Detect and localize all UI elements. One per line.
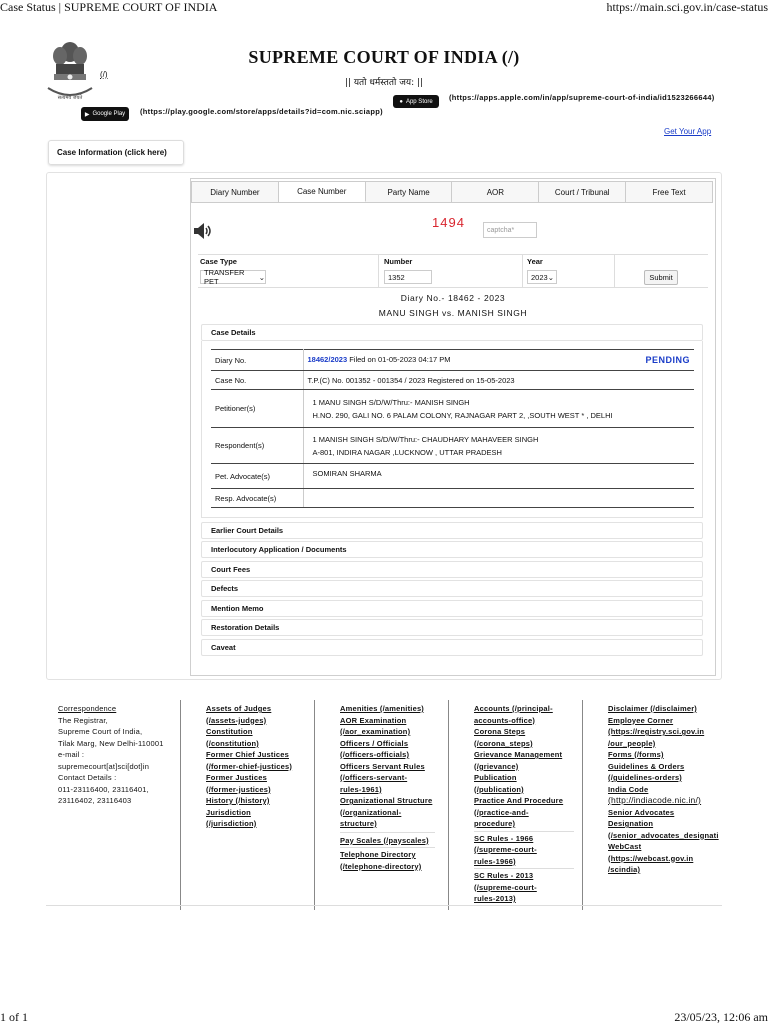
- footer-link[interactable]: Assets of Judges: [206, 704, 272, 713]
- divider: [474, 831, 574, 832]
- footer-link[interactable]: Amenities (/amenities): [340, 704, 425, 713]
- google-play-badge[interactable]: ▶ Google Play: [81, 107, 129, 121]
- footer-links-col-4: [474, 703, 579, 905]
- footer-link[interactable]: (/guidelines-orders): [608, 773, 683, 782]
- petitioner-label: Petitioner(s): [211, 390, 303, 428]
- footer-link[interactable]: WebCast: [608, 842, 642, 851]
- footer-link[interactable]: Guidelines & Orders: [608, 761, 685, 771]
- diary-filed: Filed on 01-05-2023 04:17 PM: [349, 355, 451, 364]
- footer-divider: [582, 700, 583, 910]
- footer-link[interactable]: AOR Examination: [340, 715, 407, 725]
- footer-link[interactable]: (/corona_steps): [474, 738, 533, 748]
- number-input[interactable]: 1352: [384, 270, 432, 284]
- footer-link[interactable]: (/organizational-: [340, 807, 402, 817]
- footer-link[interactable]: Practice And Procedure: [474, 796, 564, 805]
- footer-link[interactable]: (/senior_advocates_designati: [608, 830, 719, 840]
- tab-party-name[interactable]: Party Name: [366, 182, 453, 202]
- diary-summary: Diary No.- 18462 - 2023: [400, 293, 506, 303]
- footer-link[interactable]: (/publication): [474, 784, 524, 794]
- footer-divider: [180, 700, 181, 910]
- submit-button[interactable]: Submit: [644, 270, 678, 285]
- footer-link[interactable]: Officers Servant Rules: [340, 761, 425, 771]
- petitioner-value: [303, 390, 694, 428]
- print-page-count: 1 of 1: [0, 1010, 28, 1024]
- play-icon: ▶: [84, 111, 90, 118]
- case-no-value: T.P.(C) No. 001352 - 001354 / 2023 Registered on 15-05-2023: [303, 371, 694, 390]
- home-link[interactable]: (/): [100, 70, 108, 79]
- search-form: [198, 254, 708, 288]
- case-details-table: [211, 349, 694, 508]
- captcha-code: 1494: [432, 215, 465, 230]
- chevron-down-icon: ⌄: [258, 272, 265, 282]
- footer-link[interactable]: (/aor_examination): [340, 727, 411, 736]
- correspondence-heading: Correspondence: [58, 704, 117, 713]
- resp-advocate-value: [303, 489, 694, 508]
- footer-link[interactable]: Constitution: [206, 727, 253, 736]
- search-tabs: [191, 181, 713, 203]
- divider: [340, 832, 435, 833]
- case-no-label: Case No.: [211, 371, 303, 390]
- divider: [614, 254, 615, 288]
- divider: [378, 254, 379, 288]
- footer-link[interactable]: History (/history): [206, 796, 270, 805]
- footer-links-col-3: [340, 703, 445, 872]
- footer-link[interactable]: Designation: [608, 819, 654, 828]
- footer-bottom-rule: [46, 905, 722, 906]
- restoration-details-header[interactable]: Restoration Details: [201, 619, 703, 636]
- footer-link[interactable]: SC Rules - 1966: [474, 833, 534, 843]
- diary-label: Diary No.: [211, 350, 303, 371]
- table-row: [211, 428, 694, 464]
- footer-link[interactable]: (https://registry.sci.gov.in: [608, 727, 705, 736]
- footer-link[interactable]: (/officers-servant-: [340, 773, 408, 782]
- footer-link[interactable]: (/grievance): [474, 761, 519, 771]
- status-badge: PENDING: [645, 355, 690, 365]
- footer-link[interactable]: Former Justices: [206, 773, 267, 782]
- footer-link[interactable]: Employee Corner: [608, 715, 674, 725]
- divider: [522, 254, 523, 288]
- print-page-title: Case Status | SUPREME COURT OF INDIA: [0, 0, 218, 14]
- tab-case-number[interactable]: Case Number: [279, 182, 366, 202]
- footer-contact: Correspondence The Registrar, Supreme Court of India, Tilak Marg, New Delhi-110001 e-mail : supremecourt[at]sci[dot]in Contact Details : 011-23116400, 23116401, 23116402, 23116403: [58, 703, 178, 807]
- footer-divider: [448, 700, 449, 910]
- number-label: Number: [384, 257, 413, 266]
- petitioner-name: 1 MANU SINGH S/D/W/Thru:- MANISH SINGH: [312, 397, 470, 407]
- footer-link[interactable]: Grievance Management: [474, 750, 563, 759]
- case-details-header[interactable]: Case Details: [201, 324, 703, 341]
- motto: || यतो धर्मस्ततो जय: ||: [344, 78, 424, 88]
- footer-link[interactable]: rules-2013): [474, 894, 516, 903]
- footer-link[interactable]: structure): [340, 819, 378, 828]
- respondent-address: A-801, INDIRA NAGAR ,LUCKNOW , UTTAR PRADESH: [312, 447, 502, 457]
- apple-icon: ●: [399, 98, 403, 105]
- footer-link[interactable]: (/officers-officials): [340, 750, 410, 759]
- footer-link[interactable]: India Code: [608, 784, 649, 794]
- footer-link[interactable]: Former Chief Justices: [206, 750, 289, 759]
- tab-diary-number[interactable]: Diary Number: [192, 182, 279, 202]
- footer-links-col-5: [608, 703, 724, 876]
- footer-link[interactable]: Accounts (/principal-: [474, 704, 553, 713]
- print-datetime: 23/05/23, 12:06 am: [674, 1010, 768, 1024]
- table-row: [211, 371, 694, 390]
- table-row: [211, 390, 694, 428]
- footer-link[interactable]: (/former-chief-justices): [206, 761, 293, 771]
- footer-link[interactable]: Pay Scales (/payscales): [340, 835, 429, 845]
- footer-link[interactable]: (/practice-and-: [474, 807, 529, 817]
- pet-advocate-value: SOMIRAN SHARMA: [303, 464, 694, 489]
- footer-link[interactable]: (/assets-judges): [206, 715, 267, 725]
- footer-link[interactable]: Jurisdiction: [206, 807, 251, 817]
- app-store-badge[interactable]: ● App Store: [393, 95, 439, 108]
- year-select[interactable]: 2023 ⌄: [527, 270, 557, 284]
- footer-link[interactable]: /our_people): [608, 738, 656, 748]
- chevron-down-icon: ⌄: [547, 272, 554, 282]
- print-url: https://main.sci.gov.in/case-status: [606, 0, 768, 14]
- footer-link[interactable]: (/former-justices): [206, 784, 271, 794]
- footer-link[interactable]: rules-1966): [474, 856, 516, 866]
- google-play-link[interactable]: (https://play.google.com/store/apps/details?id=com.nic.sciapp): [140, 107, 383, 116]
- diary-number-link[interactable]: 18462/2023: [307, 355, 348, 364]
- tab-aor[interactable]: AOR: [452, 182, 539, 202]
- footer-link[interactable]: Disclaimer (/disclaimer): [608, 704, 698, 713]
- diary-value: [303, 350, 694, 371]
- footer-link[interactable]: (https://webcast.gov.in: [608, 853, 694, 863]
- footer-link[interactable]: Senior Advocates: [608, 807, 675, 817]
- svg-text:सत्यमेव जयते: सत्यमेव जयते: [57, 95, 83, 101]
- parties-summary: MANU SINGH vs. MANISH SINGH: [378, 308, 528, 318]
- tab-court-tribunal[interactable]: Court / Tribunal: [539, 182, 626, 202]
- court-fees-header[interactable]: Court Fees: [201, 561, 703, 578]
- respondent-value: [303, 428, 694, 464]
- get-your-app-link[interactable]: Get Your App: [664, 127, 712, 136]
- pet-advocate-label: Pet. Advocate(s): [211, 464, 303, 489]
- case-type-label: Case Type: [200, 257, 237, 266]
- app-store-link[interactable]: (https://apps.apple.com/in/app/supreme-court-of-india/id1523266644): [449, 93, 715, 102]
- footer-link[interactable]: Corona Steps: [474, 727, 526, 736]
- earlier-court-details-header[interactable]: Earlier Court Details: [201, 522, 703, 539]
- footer-link[interactable]: rules-1961): [340, 784, 382, 794]
- divider: [340, 847, 435, 848]
- table-row: [211, 350, 694, 371]
- footer-link[interactable]: (http://indiacode.nic.in/): [608, 795, 702, 805]
- footer-link[interactable]: (/supreme-court-: [474, 882, 537, 892]
- table-row: [211, 489, 694, 508]
- footer-link[interactable]: Forms (/forms): [608, 750, 664, 759]
- tab-free-text[interactable]: Free Text: [626, 182, 712, 202]
- footer-link[interactable]: Publication: [474, 773, 517, 782]
- footer-link[interactable]: SC Rules - 2013: [474, 871, 534, 880]
- respondent-name: 1 MANISH SINGH S/D/W/Thru:- CHAUDHARY MAHAVEER SINGH: [312, 434, 539, 444]
- footer-link[interactable]: Officers / Officials: [340, 738, 409, 748]
- interlocutory-application-header[interactable]: Interlocutory Application / Documents: [201, 541, 703, 558]
- footer-link[interactable]: (/constitution): [206, 738, 259, 748]
- respondent-label: Respondent(s): [211, 428, 303, 464]
- footer-link[interactable]: Organizational Structure: [340, 796, 433, 805]
- footer-link[interactable]: accounts-office): [474, 715, 536, 725]
- footer-link[interactable]: /scindia): [608, 865, 641, 874]
- case-information-button[interactable]: Case Information (click here): [48, 140, 184, 165]
- footer-divider: [314, 700, 315, 910]
- caveat-header[interactable]: Caveat: [201, 639, 703, 656]
- speaker-icon[interactable]: [193, 222, 215, 240]
- footer-link[interactable]: (/supreme-court-: [474, 845, 537, 854]
- table-row: [211, 464, 694, 489]
- captcha-input[interactable]: captcha*: [483, 222, 537, 238]
- footer-link[interactable]: Telephone Directory: [340, 850, 416, 859]
- defects-header[interactable]: Defects: [201, 580, 703, 597]
- resp-advocate-label: Resp. Advocate(s): [211, 489, 303, 508]
- footer-link[interactable]: procedure): [474, 819, 516, 828]
- case-type-select[interactable]: TRANSFER PET ⌄: [200, 270, 266, 284]
- footer-link[interactable]: (/telephone-directory): [340, 861, 422, 871]
- mention-memo-header[interactable]: Mention Memo: [201, 600, 703, 617]
- footer-link[interactable]: (/jurisdiction): [206, 819, 257, 828]
- site-title[interactable]: SUPREME COURT OF INDIA (/): [248, 47, 520, 67]
- year-label: Year: [527, 257, 543, 266]
- petitioner-address: H.NO. 290, GALI NO. 6 PALAM COLONY, RAJNAGAR PART 2, ,SOUTH WEST * , DELHI: [312, 410, 613, 420]
- footer-links-col-2: [206, 703, 311, 830]
- divider: [474, 868, 574, 869]
